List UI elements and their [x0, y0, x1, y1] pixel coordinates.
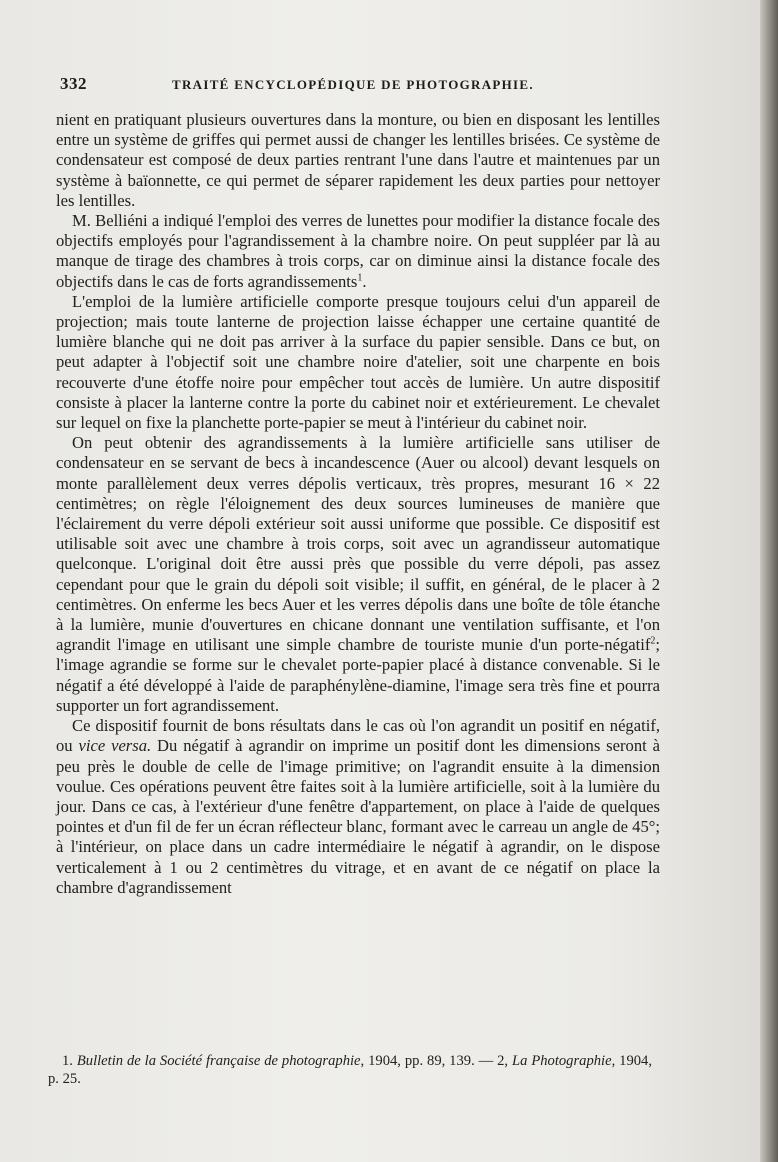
emphasis-vice-versa: vice versa. — [78, 736, 152, 756]
paragraph-4 — [56, 433, 660, 716]
footnote-ref-1: 1 — [357, 272, 363, 284]
paragraph-1 — [56, 110, 660, 211]
page-number: 332 — [60, 74, 87, 93]
paragraph-text: On peut obtenir des agrandissements à la lumière artificielle sans utiliser de condensateur en se servant de becs à incandescence (Auer ou alcool) devant lesquels on monte parallèlement deux verres dépolis verticaux, très propres, mesurant 16 × 22 centimètres; on règle l'éloignement des deux sources lumineuses de manière que l'éclairement du verre dépoli extérieur soit aussi uniforme que possible. Ce dispositif est utilisable soit avec une chambre à trois corps, soit avec un agrandisseur automatique quelconque. L'original doit être aussi près que possible du verre dépoli, pas assez cependant pour que le grain du dépoli soit visible; il suffit, en général, de le placer à 2 centimètres. On enferme les becs Auer et les verres dépolis dans une boîte de tôle étanche à la lumière, munie d'ouvertures en chicane donnant une ventilation suffisante, et l'on agrandit l'image en utilisant une simple chambre de touriste munie d'un porte-négatif — [56, 433, 660, 655]
paragraph-text: nient en pratiquant plusieurs ouvertures dans la monture, ou bien en disposant les lentilles entre un système de griffes qui permet aussi de changer les lentilles brisées. Ce système de condensateur est composé de deux parties rentrant l'une dans l'autre et maintenues par un système à baïonnette, ce qui permet de séparer rapidement les deux parties pour nettoyer les lentilles. — [56, 110, 660, 210]
footnote-source-2: La Photographie — [512, 1053, 612, 1069]
footnote-source-1: Bulletin de la Société française de photographie — [76, 1053, 361, 1069]
body-text — [56, 110, 660, 898]
paragraph-2 — [56, 211, 660, 292]
footnote-text: , 1904, pp. 89, 139. — 2, — [360, 1053, 512, 1069]
paragraph-text: Ce dispositif fournit de bons résultats dans le cas où l'on agrandit un positif en négatif, ou — [56, 716, 660, 756]
footnotes — [48, 1052, 652, 1088]
paragraph-text: . — [362, 271, 367, 291]
paragraph-3 — [56, 292, 660, 433]
footnote-text: , 1904, p. 25. — [48, 1053, 652, 1087]
paragraph-text: ; l'image agrandie se forme sur le chevalet porte-papier placé à distance convenable. Si le négatif a été développé à l'aide de paraphénylène-diamine, l'image sera très fine et pourra supporter un fort agrandissement. — [56, 635, 660, 715]
footnote-ref-2: 2 — [650, 635, 656, 647]
footnote-number: 1. — [62, 1053, 77, 1069]
paragraph-text: Du négatif à agrandir on imprime un positif dont les dimensions seront à peu près le double de celle de l'image primitive; on l'agrandit ensuite à la dimension voulue. Ces opérations peuvent être faites soit à la lumière artificielle, soit à la lumière du jour. Dans ce cas, à l'extérieur d'une fenêtre d'appartement, on place à l'aide de quelques pointes et d'un fil de fer un écran réflecteur blanc, formant avec le carreau un angle de 45°; à l'intérieur, on place dans un cadre intermédiaire le négatif à agrandir, on le dispose verticalement à 1 ou 2 centimètres du vitrage, et en avant de ce négatif on place la chambre d'agrandissement — [56, 736, 660, 897]
paragraph-text: L'emploi de la lumière artificielle comporte presque toujours celui d'un appareil de projection; mais toute lanterne de projection laisse échapper une certaine quantité de lumière blanche qui ne doit pas arriver à la surface du papier sensible. Dans ce but, on peut adapter à l'objectif soit une chambre noire d'atelier, soit une charpente en bois recouverte d'une étoffe noire pour empêcher tout accès de lumière. Un autre dispositif consiste à placer la lanterne contre la porte du cabinet noir et extérieurement. Le chevalet sur lequel on fixe la planchette porte-papier se meut à l'intérieur du cabinet noir. — [56, 291, 660, 433]
footnote — [48, 1052, 652, 1088]
running-title: TRAITÉ ENCYCLOPÉDIQUE DE PHOTOGRAPHIE. — [172, 77, 534, 92]
book-spine-shadow — [760, 0, 778, 1162]
paragraph-text: M. Belliéni a indiqué l'emploi des verres de lunettes pour modifier la distance focale des objectifs employés pour l'agrandissement à la chambre noire. On peut suppléer par là au manque de tirage des chambres à trois corps, car on diminue ainsi la distance focale des objectifs dans le cas de forts agrandissements — [56, 211, 660, 291]
page-header — [60, 74, 650, 96]
paragraph-5 — [56, 716, 660, 898]
